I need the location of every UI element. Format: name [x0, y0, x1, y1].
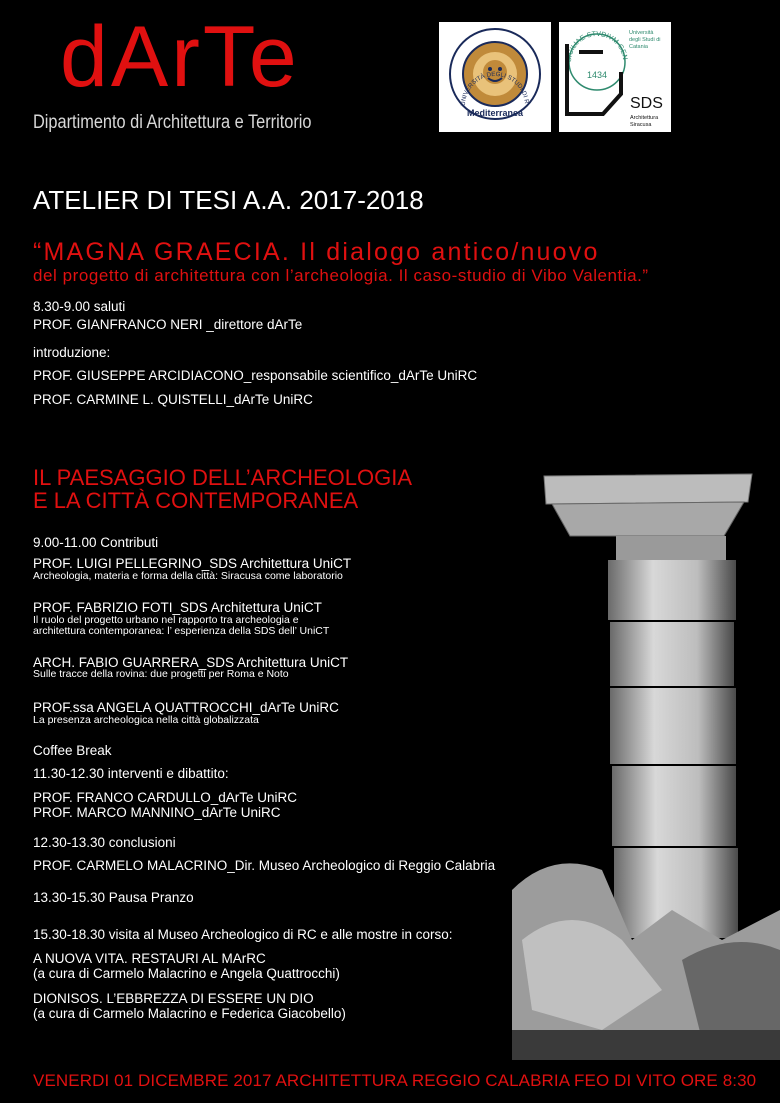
debate-speaker-1: PROF. FRANCO CARDULLO_dArTe UniRC [33, 790, 298, 805]
exhibit-2-title: DIONISOS. L’EBBREZZA DI ESSERE UN DIO [33, 991, 314, 1006]
sds-univ-1: Università [629, 30, 654, 36]
intro-speaker-1: PROF. GIUSEPPE ARCIDIACONO_responsabile scientifico_dArTe UniRC [33, 368, 478, 383]
sds-univ-2: degli Studi di [629, 37, 661, 43]
sds-logo [559, 22, 671, 132]
page-title: ATELIER DI TESI A.A. 2017-2018 [33, 185, 424, 215]
museum-visit: 15.30-18.30 visita al Museo Archeologico di RC e alle mostre in corso: [33, 927, 453, 942]
contributions-time: 9.00-11.00 Contributi [33, 535, 159, 550]
unirc-bottom-text: Mediterranea [466, 108, 524, 118]
talk-2-topic-2: architettura contemporanea: l’ esperienza della SDS dell’ UniCT [33, 625, 330, 637]
sds-caption-1: Architettura [630, 115, 659, 121]
unirc-ring-text: UNIVERSITÀ DEGLI STUDI DI R [459, 70, 530, 107]
section-title [33, 466, 412, 512]
debate-time: 11.30-12.30 interventi e dibattito: [33, 766, 229, 781]
debate-speaker-2: PROF. MARCO MANNINO_dArTe UniRC [33, 805, 281, 820]
section-title-line-2: E LA CITTÀ CONTEMPORANEA [33, 488, 359, 514]
talk-4-topic: La presenza archeologica nella città globalizzata [33, 714, 259, 726]
talk-3-topic: Sulle tracce della rovina: due progetti per Roma e Noto [33, 668, 289, 680]
exhibit-2-credit: (a cura di Carmelo Malacrino e Federica Giacobello) [33, 1006, 346, 1021]
talk-1-topic: Archeologia, materia e forma della città: Siracusa come laboratorio [33, 570, 343, 582]
talk-2-speaker: PROF. FABRIZIO FOTI_SDS Architettura UniCT [33, 600, 322, 615]
intro-label: introduzione: [33, 345, 111, 360]
sds-year: 1434 [586, 70, 608, 80]
sds-seal-icon [559, 22, 671, 132]
sds-ring-text: SICILIAE STVDIVM GEN [565, 30, 628, 63]
sds-acronym: SDS [630, 95, 663, 112]
conclusions-time: 12.30-13.30 conclusioni [33, 835, 176, 850]
talk-1-speaker: PROF. LUIGI PELLEGRINO_SDS Architettura UniCT [33, 556, 352, 571]
conclusions-speaker: PROF. CARMELO MALACRINO_Dir. Museo Archeologico di Reggio Calabria [33, 858, 496, 873]
department-name: Dipartimento di Architettura e Territorio [33, 112, 312, 133]
darte-logo: dArTe [60, 9, 300, 105]
opening-time: 8.30-9.00 saluti [33, 299, 126, 314]
event-date-footer: VENERDI 01 DICEMBRE 2017 ARCHITETTURA REGGIO CALABRIA FEO DI VITO ORE 8:30 [33, 1071, 757, 1090]
subtitle-line-2: del progetto di architettura con l’archeologia. Il caso-studio di Vibo Valentia.” [33, 266, 649, 285]
subtitle-line-1: “MAGNA GRAECIA. Il dialogo antico/nuovo [33, 238, 600, 266]
talk-2-topic-1: Il ruolo del progetto urbano nel rapporto tra archeologia e [33, 614, 299, 626]
opening-director: PROF. GIANFRANCO NERI _direttore dArTe [33, 317, 303, 332]
sds-caption-2: Siracusa [630, 122, 652, 128]
talk-3-speaker: ARCH. FABIO GUARRERA_SDS Architettura UniCT [33, 655, 349, 670]
lunch-break: 13.30-15.30 Pausa Pranzo [33, 890, 194, 905]
svg-text:SICILIAE STVDIVM GENE [559, 22, 628, 62]
section-title-line-1: IL PAESAGGIO DELL’ARCHEOLOGIA [33, 465, 413, 490]
column-photo [512, 470, 780, 1060]
exhibit-1-credit: (a cura di Carmelo Malacrino e Angela Quattrocchi) [33, 966, 340, 981]
talk-4-speaker: PROF.ssa ANGELA QUATTROCCHI_dArTe UniRC [33, 700, 339, 715]
exhibit-1-title: A NUOVA VITA. RESTAURI AL MArRC [33, 951, 266, 966]
sds-univ-3: Catania [629, 44, 648, 50]
coffee-break: Coffee Break [33, 743, 112, 758]
intro-speaker-2: PROF. CARMINE L. QUISTELLI_dArTe UniRC [33, 392, 313, 407]
unirc-logo [439, 22, 551, 132]
greek-column-icon [512, 470, 780, 1060]
unirc-seal-icon [439, 22, 551, 132]
